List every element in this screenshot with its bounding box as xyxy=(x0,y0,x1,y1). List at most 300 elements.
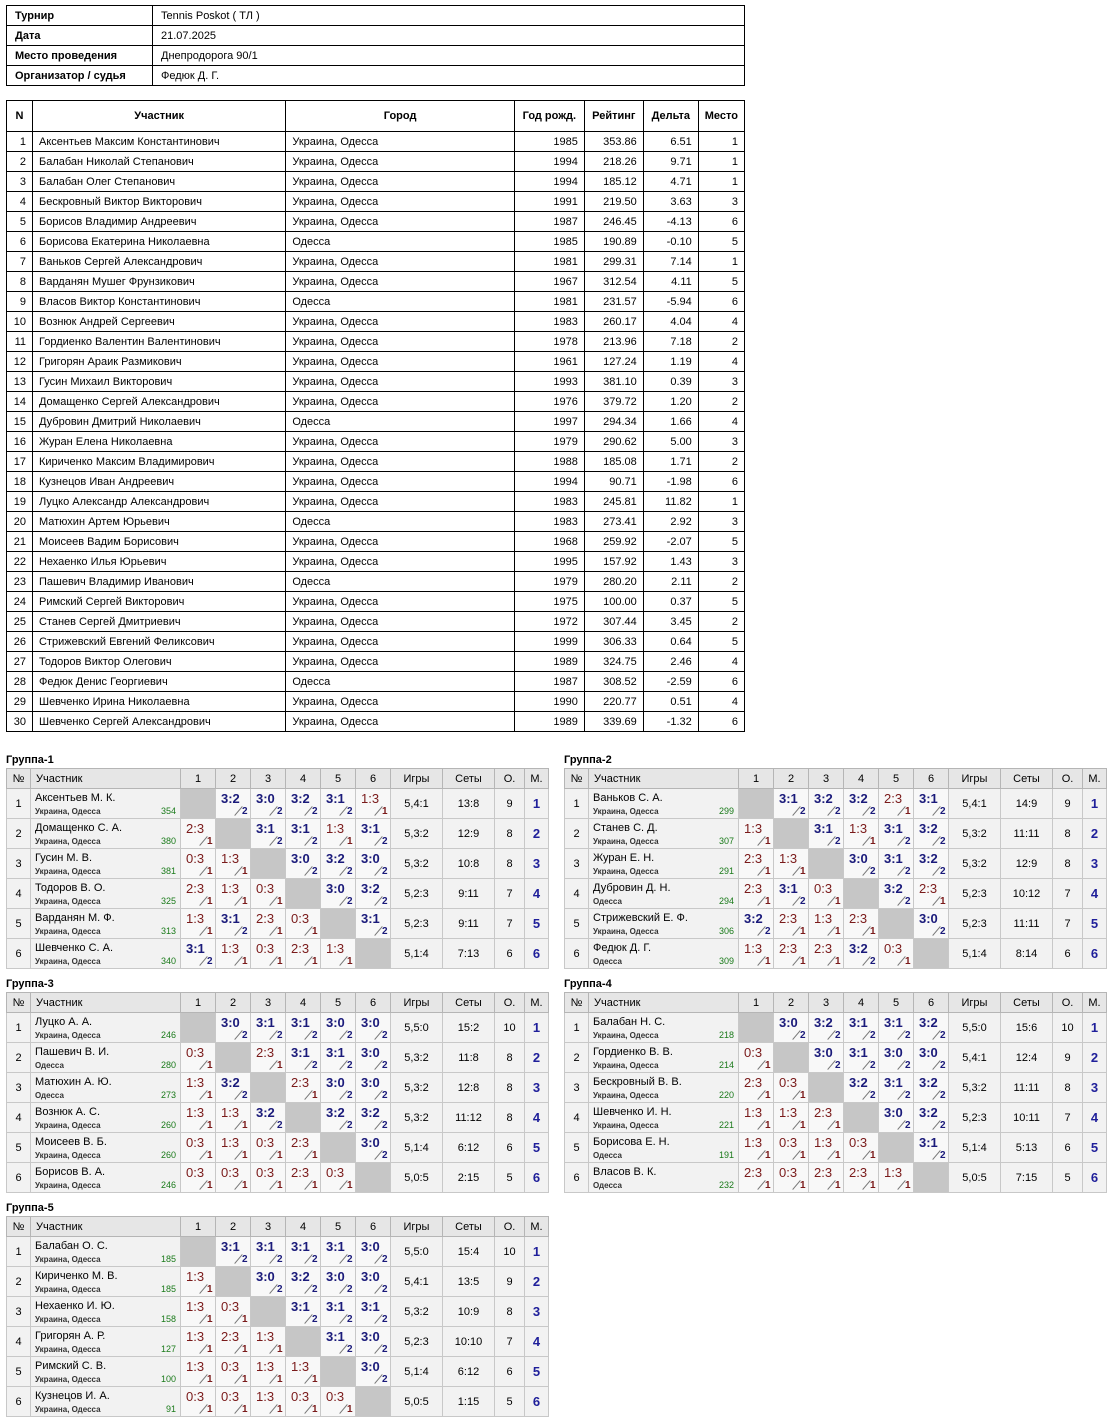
player-cell xyxy=(31,1013,181,1043)
match-points: 2 xyxy=(870,806,876,817)
group-place: 6 xyxy=(525,939,549,969)
player-name: Григорян А. Р. xyxy=(35,1330,106,1342)
player-rating: 221 xyxy=(718,1120,734,1130)
match-score-cell xyxy=(251,819,286,849)
player-cell xyxy=(31,909,181,939)
points-total: 7 xyxy=(495,879,525,909)
match-points: 1 xyxy=(312,1374,318,1385)
match-score-cell xyxy=(356,1133,391,1163)
match-points: 2 xyxy=(870,1060,876,1071)
col-rating: Рейтинг xyxy=(584,101,643,132)
match-score-cell xyxy=(356,909,391,939)
group-place: 2 xyxy=(1083,1043,1107,1073)
match-score-cell xyxy=(216,1013,251,1043)
match-score: 3:0 xyxy=(361,1135,380,1150)
player-name: Ваньков С. А. xyxy=(593,792,663,804)
match-score-cell xyxy=(321,849,356,879)
participant-city: Украина, Одесса xyxy=(286,212,515,232)
player-cell xyxy=(31,849,181,879)
self-match-cell xyxy=(844,1103,879,1133)
match-score-cell xyxy=(809,1013,844,1043)
participant-place: 5 xyxy=(698,632,744,652)
match-score-cell xyxy=(356,1237,391,1267)
player-rating: 309 xyxy=(718,956,734,966)
match-score: 1:3 xyxy=(884,1165,903,1180)
match-score: 0:3 xyxy=(186,1165,205,1180)
participant-delta: 4.11 xyxy=(643,272,698,292)
games-total: 5,0:5 xyxy=(949,1163,1001,1193)
match-score: 3:0 xyxy=(256,1269,275,1284)
player-cell xyxy=(31,879,181,909)
player-cell xyxy=(589,1043,739,1073)
match-score: 1:3 xyxy=(779,851,798,866)
row-number: 4 xyxy=(7,1103,31,1133)
info-label: Турнир xyxy=(7,6,153,26)
match-points: 2 xyxy=(382,866,388,877)
match-score-cell xyxy=(286,789,321,819)
participant-number: 7 xyxy=(7,252,33,272)
match-points: 1 xyxy=(277,956,283,967)
player-city: Украина, Одесса xyxy=(593,1121,659,1130)
participant-city: Украина, Одесса xyxy=(286,312,515,332)
match-score-cell xyxy=(356,1297,391,1327)
self-match-cell xyxy=(286,879,321,909)
group-header-cell: № xyxy=(7,769,31,789)
row-number: 3 xyxy=(565,849,589,879)
match-score-cell xyxy=(356,1327,391,1357)
row-number: 4 xyxy=(7,1327,31,1357)
match-score-cell xyxy=(356,1073,391,1103)
participant-delta: 1.71 xyxy=(643,452,698,472)
player-city: Одесса xyxy=(35,1061,64,1070)
group-table xyxy=(6,992,549,1193)
participant-row xyxy=(7,612,745,632)
match-score-cell xyxy=(181,1267,216,1297)
match-score-cell xyxy=(181,1043,216,1073)
match-score-cell xyxy=(914,789,949,819)
points-total: 6 xyxy=(495,1133,525,1163)
match-score: 3:1 xyxy=(326,1329,345,1344)
player-city: Украина, Одесса xyxy=(593,927,659,936)
participant-birth-year: 1999 xyxy=(514,632,584,652)
participant-city: Украина, Одесса xyxy=(286,172,515,192)
player-rating: 185 xyxy=(160,1284,176,1294)
match-score-cell xyxy=(181,1327,216,1357)
player-name: Станев С. Д. xyxy=(593,822,658,834)
match-score: 2:3 xyxy=(186,821,205,836)
match-points: 2 xyxy=(835,1030,841,1041)
self-match-cell xyxy=(356,939,391,969)
match-score: 3:2 xyxy=(221,1075,240,1090)
match-score: 0:3 xyxy=(849,1135,868,1150)
sets-total: 6:12 xyxy=(443,1357,495,1387)
self-match-cell xyxy=(216,1267,251,1297)
participant-number: 4 xyxy=(7,192,33,212)
match-score-cell xyxy=(879,1043,914,1073)
participant-place: 5 xyxy=(698,232,744,252)
match-score-cell xyxy=(774,1073,809,1103)
match-points: 1 xyxy=(905,806,911,817)
match-points: 1 xyxy=(242,1374,248,1385)
match-score: 1:3 xyxy=(814,1135,833,1150)
points-total: 6 xyxy=(495,939,525,969)
match-points: 2 xyxy=(277,806,283,817)
match-score-cell xyxy=(774,939,809,969)
match-score: 3:1 xyxy=(291,1045,310,1060)
player-cell xyxy=(589,909,739,939)
sets-total: 1:15 xyxy=(443,1387,495,1417)
match-points: 1 xyxy=(207,1374,213,1385)
games-total: 5,3:2 xyxy=(949,849,1001,879)
participant-row xyxy=(7,512,745,532)
group-header-cell: 4 xyxy=(844,993,879,1013)
group-header-cell: Сеты xyxy=(443,1217,495,1237)
group-header-cell: № xyxy=(565,769,589,789)
match-score: 3:1 xyxy=(779,881,798,896)
match-points: 1 xyxy=(835,1120,841,1131)
group-header-cell: 6 xyxy=(356,993,391,1013)
group-row xyxy=(7,879,549,909)
match-score-cell xyxy=(356,789,391,819)
participant-place: 2 xyxy=(698,392,744,412)
match-points: 1 xyxy=(765,956,771,967)
participant-name: Моисеев Вадим Борисович xyxy=(32,532,285,552)
match-score-cell xyxy=(739,1043,774,1073)
participant-birth-year: 1991 xyxy=(514,192,584,212)
player-name: Балабан Н. С. xyxy=(593,1016,666,1028)
info-label: Место проведения xyxy=(7,46,153,66)
match-score: 3:1 xyxy=(221,1239,240,1254)
info-label: Организатор / судья xyxy=(7,66,153,86)
participant-number: 26 xyxy=(7,632,33,652)
group-title: Группа-1 xyxy=(6,754,54,766)
group-title: Группа-2 xyxy=(564,754,612,766)
match-score: 3:2 xyxy=(884,881,903,896)
participant-row xyxy=(7,712,745,732)
match-score-cell xyxy=(879,819,914,849)
match-score-cell xyxy=(809,819,844,849)
match-points: 2 xyxy=(347,896,353,907)
match-score: 3:1 xyxy=(291,821,310,836)
group-table xyxy=(564,992,1107,1193)
sets-total: 9:11 xyxy=(443,879,495,909)
match-points: 2 xyxy=(905,1030,911,1041)
participant-name: Власов Виктор Константинович xyxy=(32,292,285,312)
match-points: 1 xyxy=(835,1150,841,1161)
match-points: 1 xyxy=(870,836,876,847)
match-score-cell xyxy=(844,1043,879,1073)
match-score: 3:2 xyxy=(849,941,868,956)
match-score: 3:2 xyxy=(814,1015,833,1030)
match-points: 1 xyxy=(347,1404,353,1415)
participant-place: 3 xyxy=(698,192,744,212)
sets-total: 12:8 xyxy=(443,1073,495,1103)
match-score-cell xyxy=(879,1103,914,1133)
match-score-cell xyxy=(181,1297,216,1327)
group-table xyxy=(564,768,1107,969)
participant-city: Украина, Одесса xyxy=(286,352,515,372)
match-score: 2:3 xyxy=(919,881,938,896)
participant-birth-year: 1989 xyxy=(514,712,584,732)
match-score: 3:1 xyxy=(779,791,798,806)
points-total: 7 xyxy=(1053,1103,1083,1133)
match-score-cell xyxy=(844,939,879,969)
participant-birth-year: 1985 xyxy=(514,232,584,252)
row-number: 2 xyxy=(7,1043,31,1073)
player-cell xyxy=(589,789,739,819)
match-score: 0:3 xyxy=(256,1135,275,1150)
match-score-cell xyxy=(251,909,286,939)
match-score-cell xyxy=(321,819,356,849)
player-cell xyxy=(589,879,739,909)
player-name: Шевченко И. Н. xyxy=(593,1106,672,1118)
group-header-cell: 1 xyxy=(739,769,774,789)
participant-delta: 7.18 xyxy=(643,332,698,352)
match-points: 2 xyxy=(905,1060,911,1071)
participant-rating: 324.75 xyxy=(584,652,643,672)
match-score-cell xyxy=(216,1387,251,1417)
participants-header-row xyxy=(7,101,745,132)
match-score-cell xyxy=(251,1357,286,1387)
match-points: 1 xyxy=(765,836,771,847)
group-header-cell: 2 xyxy=(216,1217,251,1237)
match-points: 2 xyxy=(347,1254,353,1265)
match-score-cell xyxy=(251,1327,286,1357)
match-score-cell xyxy=(809,939,844,969)
participant-name: Вознюк Андрей Сергеевич xyxy=(32,312,285,332)
match-score: 3:1 xyxy=(849,1045,868,1060)
match-points: 2 xyxy=(312,1060,318,1071)
participant-place: 5 xyxy=(698,532,744,552)
group-row xyxy=(7,1133,549,1163)
games-total: 5,3:2 xyxy=(391,1103,443,1133)
player-city: Украина, Одесса xyxy=(35,1121,101,1130)
match-score: 3:1 xyxy=(919,791,938,806)
participant-name: Домащенко Сергей Александрович xyxy=(32,392,285,412)
player-city: Украина, Одесса xyxy=(35,897,101,906)
row-number: 6 xyxy=(7,1163,31,1193)
participant-place: 4 xyxy=(698,352,744,372)
match-score-cell xyxy=(286,1297,321,1327)
group-place: 6 xyxy=(525,1163,549,1193)
group-header-cell: 6 xyxy=(356,769,391,789)
participant-birth-year: 1981 xyxy=(514,292,584,312)
match-score: 3:1 xyxy=(326,1239,345,1254)
games-total: 5,1:4 xyxy=(391,1133,443,1163)
player-cell xyxy=(31,819,181,849)
match-score-cell xyxy=(251,1163,286,1193)
player-city: Украина, Одесса xyxy=(35,927,101,936)
participant-row xyxy=(7,632,745,652)
points-total: 6 xyxy=(495,1357,525,1387)
player-city: Украина, Одесса xyxy=(35,1255,101,1264)
group-row xyxy=(7,1357,549,1387)
match-points: 2 xyxy=(347,866,353,877)
participant-birth-year: 1983 xyxy=(514,492,584,512)
match-score: 0:3 xyxy=(256,881,275,896)
participant-delta: 1.43 xyxy=(643,552,698,572)
participant-place: 6 xyxy=(698,672,744,692)
participant-row xyxy=(7,172,745,192)
match-score: 1:3 xyxy=(291,1359,310,1374)
match-score: 1:3 xyxy=(326,821,345,836)
participant-rating: 259.92 xyxy=(584,532,643,552)
participant-rating: 299.31 xyxy=(584,252,643,272)
match-score-cell xyxy=(251,1237,286,1267)
match-score: 3:2 xyxy=(919,1105,938,1120)
col-delta: Дельта xyxy=(643,101,698,132)
match-score: 1:3 xyxy=(221,1105,240,1120)
match-points: 2 xyxy=(382,896,388,907)
match-score-cell xyxy=(356,1013,391,1043)
participant-name: Луцко Александр Александрович xyxy=(32,492,285,512)
group-place: 4 xyxy=(1083,879,1107,909)
row-number: 2 xyxy=(7,1267,31,1297)
participant-name: Матюхин Артем Юрьевич xyxy=(32,512,285,532)
match-score: 3:1 xyxy=(186,941,205,956)
player-name: Тодоров В. О. xyxy=(35,882,106,894)
participant-birth-year: 1990 xyxy=(514,692,584,712)
group-1 xyxy=(6,752,549,969)
match-score: 3:0 xyxy=(849,851,868,866)
match-points: 1 xyxy=(800,866,806,877)
participant-name: Аксентьев Максим Константинович xyxy=(32,132,285,152)
self-match-cell xyxy=(286,1103,321,1133)
participant-place: 3 xyxy=(698,372,744,392)
match-score: 0:3 xyxy=(221,1389,240,1404)
row-number: 1 xyxy=(7,1013,31,1043)
match-points: 1 xyxy=(242,896,248,907)
group-header-row xyxy=(7,769,549,789)
match-score: 3:1 xyxy=(361,911,380,926)
match-score: 2:3 xyxy=(849,1165,868,1180)
match-points: 2 xyxy=(382,1030,388,1041)
row-number: 3 xyxy=(565,1073,589,1103)
match-points: 1 xyxy=(835,956,841,967)
participant-city: Одесса xyxy=(286,572,515,592)
participant-rating: 245.81 xyxy=(584,492,643,512)
participant-row xyxy=(7,292,745,312)
match-score: 3:1 xyxy=(291,1299,310,1314)
match-score-cell xyxy=(321,1013,356,1043)
points-total: 9 xyxy=(1053,789,1083,819)
group-header-cell: № xyxy=(7,1217,31,1237)
player-rating: 185 xyxy=(160,1254,176,1264)
participant-birth-year: 1993 xyxy=(514,372,584,392)
sets-total: 6:12 xyxy=(443,1133,495,1163)
match-points: 1 xyxy=(765,1150,771,1161)
sets-total: 11:12 xyxy=(443,1103,495,1133)
sets-total: 12:9 xyxy=(443,819,495,849)
group-place: 3 xyxy=(1083,1073,1107,1103)
match-score-cell xyxy=(879,789,914,819)
match-points: 2 xyxy=(347,1314,353,1325)
match-points: 1 xyxy=(277,1374,283,1385)
group-header-cell: № xyxy=(565,993,589,1013)
match-points: 1 xyxy=(940,896,946,907)
match-score: 2:3 xyxy=(291,1075,310,1090)
match-points: 1 xyxy=(242,1404,248,1415)
match-score: 3:0 xyxy=(256,791,275,806)
points-total: 8 xyxy=(495,819,525,849)
games-total: 5,2:3 xyxy=(391,1327,443,1357)
player-rating: 325 xyxy=(160,896,176,906)
group-title: Группа-4 xyxy=(564,978,612,990)
match-score-cell xyxy=(774,1103,809,1133)
participant-city: Украина, Одесса xyxy=(286,392,515,412)
games-total: 5,4:1 xyxy=(949,1043,1001,1073)
participant-number: 20 xyxy=(7,512,33,532)
match-score: 3:1 xyxy=(256,821,275,836)
points-total: 7 xyxy=(1053,909,1083,939)
match-score-cell xyxy=(251,789,286,819)
match-points: 2 xyxy=(277,1254,283,1265)
info-value: Днепродорога 90/1 xyxy=(153,46,745,66)
match-score: 0:3 xyxy=(221,1359,240,1374)
participant-name: Станев Сергей Дмитриевич xyxy=(32,612,285,632)
match-score-cell xyxy=(216,1133,251,1163)
player-city: Одесса xyxy=(593,1181,622,1190)
points-total: 9 xyxy=(1053,1043,1083,1073)
match-points: 2 xyxy=(312,1254,318,1265)
games-total: 5,3:2 xyxy=(391,1297,443,1327)
match-score: 3:2 xyxy=(361,1105,380,1120)
participant-birth-year: 1978 xyxy=(514,332,584,352)
participant-row xyxy=(7,572,745,592)
group-row xyxy=(565,879,1107,909)
participant-rating: 185.08 xyxy=(584,452,643,472)
match-points: 2 xyxy=(277,1284,283,1295)
row-number: 5 xyxy=(7,1357,31,1387)
match-score-cell xyxy=(739,1133,774,1163)
self-match-cell xyxy=(879,1133,914,1163)
match-points: 1 xyxy=(207,866,213,877)
player-cell xyxy=(31,1357,181,1387)
participant-name: Григорян Араик Размикович xyxy=(32,352,285,372)
participant-birth-year: 1989 xyxy=(514,652,584,672)
points-total: 8 xyxy=(495,1073,525,1103)
group-header-cell: Участник xyxy=(589,769,739,789)
participant-place: 6 xyxy=(698,212,744,232)
points-total: 8 xyxy=(1053,819,1083,849)
group-place: 1 xyxy=(525,1237,549,1267)
player-cell xyxy=(31,1237,181,1267)
match-score-cell xyxy=(356,1043,391,1073)
participant-place: 1 xyxy=(698,172,744,192)
group-header-row xyxy=(565,769,1107,789)
match-score: 1:3 xyxy=(779,1105,798,1120)
match-score-cell xyxy=(774,789,809,819)
player-city: Украина, Одесса xyxy=(593,807,659,816)
player-name: Пашевич В. И. xyxy=(35,1046,110,1058)
match-score-cell xyxy=(216,939,251,969)
player-city: Украина, Одесса xyxy=(593,1031,659,1040)
player-city: Украина, Одесса xyxy=(35,867,101,876)
group-place: 5 xyxy=(525,909,549,939)
points-total: 7 xyxy=(495,909,525,939)
match-points: 1 xyxy=(312,926,318,937)
group-place: 5 xyxy=(1083,909,1107,939)
match-score: 2:3 xyxy=(291,1135,310,1150)
points-total: 10 xyxy=(495,1237,525,1267)
match-points: 2 xyxy=(312,1284,318,1295)
sets-total: 13:5 xyxy=(443,1267,495,1297)
player-rating: 232 xyxy=(718,1180,734,1190)
player-rating: 191 xyxy=(718,1150,734,1160)
participant-number: 13 xyxy=(7,372,33,392)
group-header-cell: О. xyxy=(495,993,525,1013)
self-match-cell xyxy=(181,1013,216,1043)
